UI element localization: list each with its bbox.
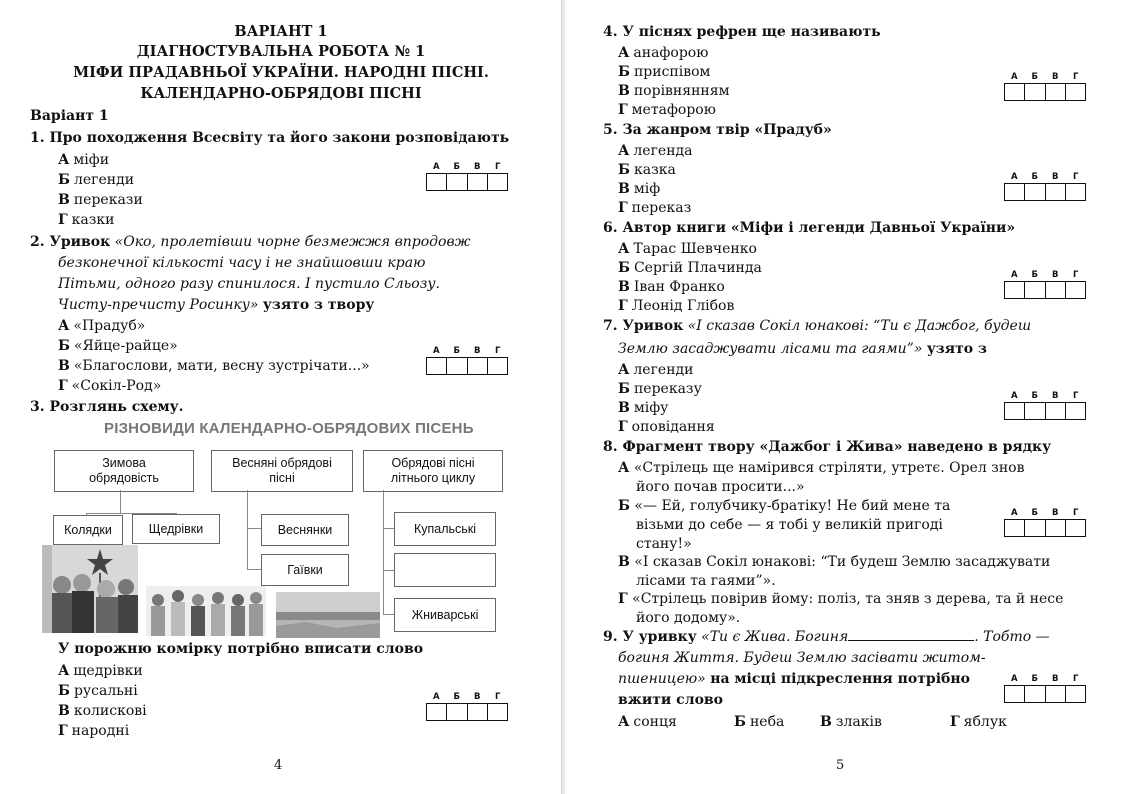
answer-cell[interactable] bbox=[1066, 184, 1085, 200]
page-number-left: 4 bbox=[274, 758, 283, 773]
answer-cell[interactable] bbox=[1005, 84, 1025, 100]
answer-cell[interactable] bbox=[468, 174, 488, 190]
answer-cell[interactable] bbox=[488, 358, 507, 374]
answer-cell[interactable] bbox=[1025, 282, 1045, 298]
left-page bbox=[0, 0, 562, 794]
q6-option-v: В Іван Франко bbox=[618, 279, 725, 295]
answer-cell[interactable] bbox=[1025, 520, 1045, 536]
q9-line4: вжити слово bbox=[618, 692, 723, 708]
q3-option-g: Г народні bbox=[58, 723, 130, 739]
q6-option-a: А Тарас Шевченко bbox=[618, 241, 757, 257]
answer-cell[interactable] bbox=[1025, 184, 1045, 200]
q5-option-a: А легенда bbox=[618, 143, 693, 159]
connector bbox=[383, 614, 394, 615]
answer-cell[interactable] bbox=[1046, 184, 1066, 200]
q3-option-a: А щедрівки bbox=[58, 663, 143, 679]
answer-cell[interactable] bbox=[1046, 84, 1066, 100]
box-kupalski: Купальські bbox=[394, 512, 496, 546]
answer-cell[interactable] bbox=[1066, 686, 1085, 702]
box-koliadky: Колядки bbox=[53, 515, 123, 545]
answer-cell[interactable] bbox=[427, 174, 447, 190]
landscape-photo bbox=[276, 592, 380, 638]
answer-cell[interactable] bbox=[488, 174, 507, 190]
header-topic: МІФИ ПРАДАВНЬОЇ УКРАЇНИ. НАРОДНІ ПІСНІ. bbox=[73, 64, 489, 81]
answer-cell[interactable] bbox=[468, 358, 488, 374]
q2-line3: Пітьми, одного разу спинилося. І пустило Сльозу. bbox=[58, 276, 440, 292]
q7-line1: 7. Уривок «І сказав Сокіл юнакові: “Ти є Дажбог, будеш bbox=[603, 318, 1032, 334]
q5-option-b: Б казка bbox=[618, 162, 676, 178]
q8-answer-grid[interactable]: А Б В Г bbox=[1004, 508, 1086, 537]
q9-option-v: В злаків bbox=[820, 714, 882, 730]
q1-option-g: Г казки bbox=[58, 212, 115, 228]
connector bbox=[247, 528, 261, 529]
answer-cell[interactable] bbox=[488, 704, 507, 720]
q7-line2: Землю засаджувати лісами та гаями”» узято з bbox=[618, 341, 987, 357]
q8-option-v-cont: лісами та гаями”». bbox=[636, 573, 776, 589]
answer-cell[interactable] bbox=[1046, 282, 1066, 298]
q9-line2: богиня Життя. Будеш Землю засівати житом- bbox=[618, 650, 986, 666]
connector bbox=[383, 570, 394, 571]
box-haivky: Гаївки bbox=[261, 554, 349, 586]
answer-cell[interactable] bbox=[427, 358, 447, 374]
q2-option-b: Б «Яйце-райце» bbox=[58, 338, 178, 354]
q3-text: 3. Розглянь схему. bbox=[30, 399, 184, 415]
q1-answer-grid[interactable]: А Б В Г bbox=[426, 162, 508, 191]
q9-line3: пшеницею» на місці підкреслення потрібно bbox=[618, 671, 970, 687]
q5-text: 5. За жанром твір «Прадуб» bbox=[603, 122, 832, 138]
q8-text: 8. Фрагмент твору «Дажбог і Жива» наведено в рядку bbox=[603, 439, 1052, 455]
answer-cell[interactable] bbox=[1005, 403, 1025, 419]
right-page bbox=[566, 0, 1128, 794]
answer-cell[interactable] bbox=[468, 704, 488, 720]
q8-option-v: В «І сказав Сокіл юнакові: “Ти будеш Землю засаджувати bbox=[618, 554, 1051, 570]
q9-answer-grid[interactable]: А Б В Г bbox=[1004, 674, 1086, 703]
q6-text: 6. Автор книги «Міфи і легенди Давньої України» bbox=[603, 220, 1016, 236]
q2-line1: 2. Уривок «Око, пролетівши чорне безмежжя впродовж bbox=[30, 234, 471, 250]
q3-option-b: Б русальні bbox=[58, 683, 138, 699]
answer-cell[interactable] bbox=[447, 174, 467, 190]
q7-option-v: В міфу bbox=[618, 400, 669, 416]
dancers-photo bbox=[146, 586, 266, 636]
q4-option-v: В порівнянням bbox=[618, 83, 730, 99]
q2-line4: Чисту-пречисту Росинку» узято з твору bbox=[58, 297, 375, 313]
q7-option-g: Г оповідання bbox=[618, 419, 715, 435]
q7-option-a: А легенди bbox=[618, 362, 694, 378]
answer-cell[interactable] bbox=[1025, 403, 1045, 419]
page-fold bbox=[561, 0, 565, 794]
q8-option-a: А «Стрілець ще намірився стріляти, утретє. Орел знов bbox=[618, 460, 1025, 476]
variant-label: Варіант 1 bbox=[30, 108, 109, 124]
answer-cell[interactable] bbox=[1005, 282, 1025, 298]
box-vesnianky: Веснянки bbox=[261, 514, 349, 546]
q1-option-a: А міфи bbox=[58, 152, 110, 168]
answer-cell[interactable] bbox=[427, 704, 447, 720]
q3-prompt: У порожню комірку потрібно вписати слово bbox=[58, 641, 424, 657]
q1-option-v: В перекази bbox=[58, 192, 143, 208]
connector bbox=[247, 490, 248, 570]
q4-answer-grid[interactable]: А Б В Г bbox=[1004, 72, 1086, 101]
q8-option-b-cont2: стану!» bbox=[636, 536, 692, 552]
box-spring: Весняні обрядові пісні bbox=[211, 450, 353, 492]
q8-option-g: Г «Стрілець повірив йому: поліз, та зняв з дерева, та й несе bbox=[618, 591, 1064, 607]
q9-blank[interactable] bbox=[848, 628, 974, 641]
q9-option-g: Г яблук bbox=[950, 714, 1007, 730]
q5-answer-grid[interactable]: А Б В Г bbox=[1004, 172, 1086, 201]
answer-cell[interactable] bbox=[1046, 520, 1066, 536]
answer-cell[interactable] bbox=[1066, 282, 1085, 298]
q9-option-a: А сонця bbox=[618, 714, 677, 730]
q1-text: 1. Про походження Всесвіту та його закони розповідають bbox=[30, 130, 510, 146]
diagram-title: РІЗНОВИДИ КАЛЕНДАРНО-ОБРЯДОВИХ ПІСЕНЬ bbox=[104, 420, 474, 437]
carolers-photo bbox=[42, 545, 138, 633]
answer-cell[interactable] bbox=[447, 358, 467, 374]
header-subtopic: КАЛЕНДАРНО-ОБРЯДОВІ ПІСНІ bbox=[140, 85, 422, 102]
q2-option-v: В «Благослови, мати, весну зустрічати...» bbox=[58, 358, 370, 374]
q2-option-a: А «Прадуб» bbox=[58, 318, 146, 334]
answer-cell[interactable] bbox=[1025, 686, 1045, 702]
q4-option-g: Г метафорою bbox=[618, 102, 716, 118]
answer-cell[interactable] bbox=[1046, 403, 1066, 419]
box-empty[interactable] bbox=[394, 553, 496, 587]
page-number-right: 5 bbox=[836, 758, 845, 773]
q3-answer-grid[interactable]: А Б В Г bbox=[426, 692, 508, 721]
q8-option-g-cont: його додому». bbox=[636, 610, 741, 626]
header-title: ДІАГНОСТУВАЛЬНА РОБОТА № 1 bbox=[136, 43, 426, 60]
q4-option-b: Б приспівом bbox=[618, 64, 711, 80]
q5-option-v: В міф bbox=[618, 181, 661, 197]
box-summer: Обрядові пісні літнього циклу bbox=[363, 450, 503, 492]
q7-answer-grid[interactable]: А Б В Г bbox=[1004, 391, 1086, 420]
connector bbox=[383, 528, 394, 529]
q6-option-b: Б Сергій Плачинда bbox=[618, 260, 762, 276]
connector bbox=[383, 490, 384, 615]
box-shchedrivky: Щедрівки bbox=[132, 514, 220, 544]
q8-option-a-cont: його почав просити...» bbox=[636, 479, 805, 495]
q2-answer-grid[interactable]: А Б В Г bbox=[426, 346, 508, 375]
q3-option-v: В колискові bbox=[58, 703, 147, 719]
answer-cell[interactable] bbox=[1046, 686, 1066, 702]
header-variant: ВАРІАНТ 1 bbox=[234, 23, 328, 40]
connector bbox=[247, 569, 261, 570]
q6-option-g: Г Леонід Глібов bbox=[618, 298, 735, 314]
answer-cell[interactable] bbox=[1005, 686, 1025, 702]
answer-cell[interactable] bbox=[1025, 84, 1045, 100]
answer-cell[interactable] bbox=[1005, 520, 1025, 536]
answer-cell[interactable] bbox=[447, 704, 467, 720]
connector bbox=[120, 490, 121, 514]
q8-option-b: Б «— Ей, голубчику-братіку! Не бий мене та bbox=[618, 498, 951, 514]
q1-option-b: Б легенди bbox=[58, 172, 135, 188]
q6-answer-grid[interactable]: А Б В Г bbox=[1004, 270, 1086, 299]
box-winter: Зимова обрядовість bbox=[54, 450, 194, 492]
answer-cell[interactable] bbox=[1005, 184, 1025, 200]
q9-line1: 9. У уривку «Ти є Жива. Богиня . Тобто — bbox=[603, 629, 1050, 645]
q5-option-g: Г переказ bbox=[618, 200, 692, 216]
q9-option-b: Б неба bbox=[734, 714, 785, 730]
q8-option-b-cont1: візьми до себе — я тобі у великій пригоді bbox=[636, 517, 943, 533]
box-zhnyvarski: Жниварські bbox=[394, 598, 496, 632]
answer-cell[interactable] bbox=[1066, 403, 1085, 419]
q2-line2: безконечної кількості часу і не знайшовши краю bbox=[58, 255, 426, 271]
answer-cell[interactable] bbox=[1066, 520, 1085, 536]
q4-text: 4. У піснях рефрен ще називають bbox=[603, 24, 881, 40]
answer-cell[interactable] bbox=[1066, 84, 1085, 100]
q4-option-a: А анафорою bbox=[618, 45, 709, 61]
q2-option-g: Г «Сокіл-Род» bbox=[58, 378, 162, 394]
q7-option-b: Б переказу bbox=[618, 381, 702, 397]
